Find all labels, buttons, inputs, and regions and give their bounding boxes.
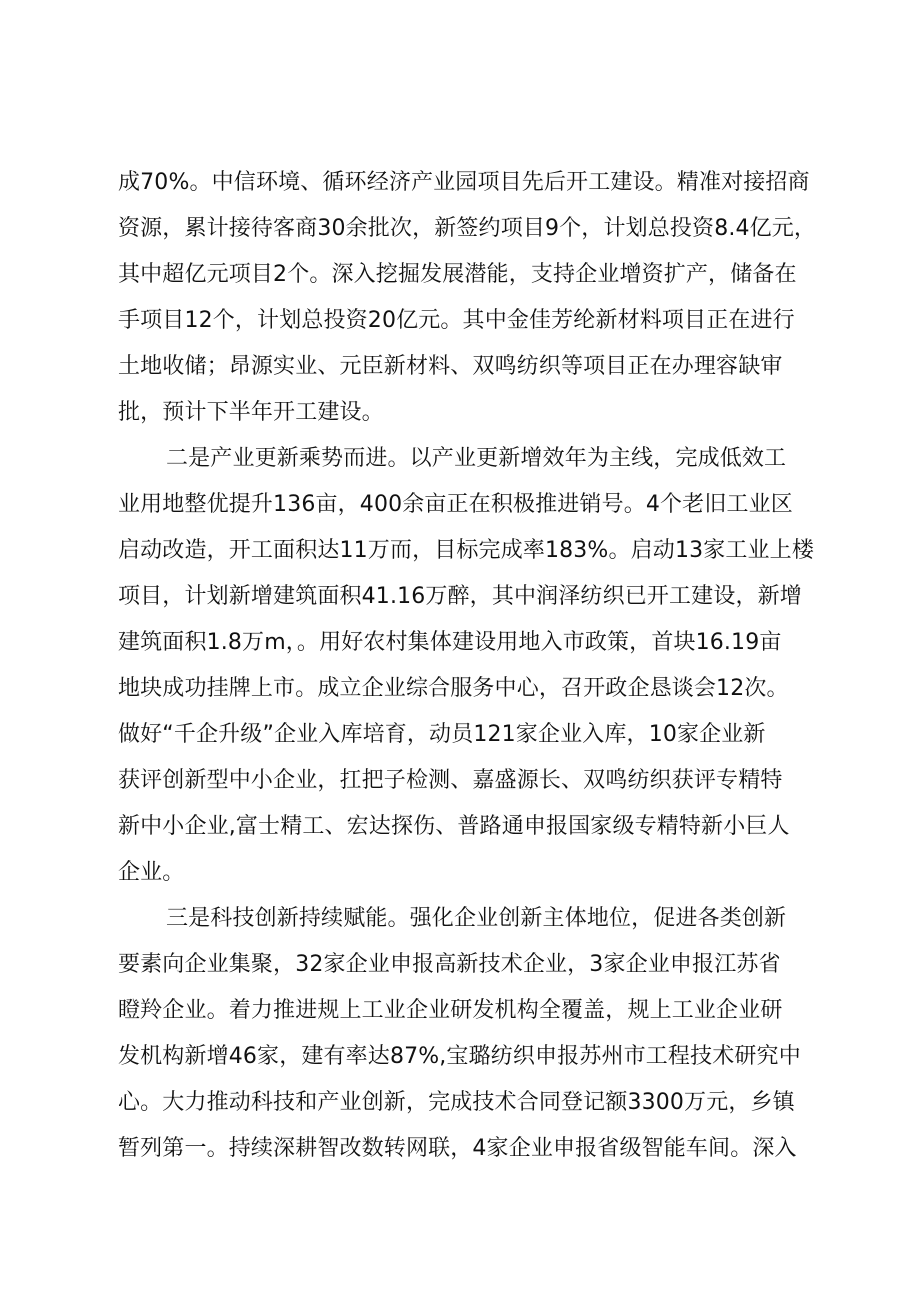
text-line: 手项目12个，计划总投资20亿元。其中金佳芳纶新材料项目正在进行 bbox=[118, 308, 795, 333]
text-line: 新中小企业,富士精工、宏达探伤、普路通申报国家级专精特新小巨人 bbox=[118, 814, 790, 839]
text-line: 其中超亿元项目2个。深入挖掘发展潜能，支持企业增资扩产，储备在 bbox=[118, 262, 797, 287]
text-line: 业用地整优提升136亩，400余亩正在积极推进销号。4个老旧工业区 bbox=[118, 492, 793, 517]
text-line: 二是产业更新乘势而进。以产业更新增效年为主线，完成低效工 bbox=[166, 446, 787, 471]
text-line: 土地收储；昂源实业、元臣新材料、双鸣纺织等项目正在办理容缺审 bbox=[118, 354, 783, 379]
text-line: 建筑面积1.8万m，。用好农村集体建设用地入市政策，首块16.19亩 bbox=[118, 630, 782, 655]
text-line: 成70%。中信环境、循环经济产业园项目先后开工建设。精准对接招商 bbox=[118, 170, 810, 195]
text-line: 要素向企业集聚，32家企业申报高新技术企业，3家企业申报江苏省 bbox=[118, 952, 781, 977]
text-line: 发机构新增46家，建有率达87%,宝璐纺织申报苏州市工程技术研究中 bbox=[118, 1044, 801, 1069]
text-line: 项目，计划新增建筑面积41.16万醉，其中润泽纺织已开工建设，新增 bbox=[118, 584, 802, 609]
text-line: 资源，累计接待客商30余批次，新签约项目9个，计划总投资8.4亿元， bbox=[118, 216, 817, 241]
text-line: 企业。 bbox=[118, 860, 185, 885]
text-line: 启动改造，开工面积达11万而，目标完成率183%。启动13家工业上楼 bbox=[118, 538, 814, 563]
text-line: 心。大力推动科技和产业创新，完成技术合同登记额3300万元，乡镇 bbox=[118, 1090, 795, 1115]
text-line: 获评创新型中小企业，扛把子检测、嘉盛源长、双鸣纺织获评专精特 bbox=[118, 768, 783, 793]
text-line: 瞪羚企业。着力推进规上工业企业研发机构全覆盖，规上工业企业研 bbox=[118, 998, 783, 1023]
text-line: 暂列第一。持续深耕智改数转网联，4家企业申报省级智能车间。深入 bbox=[118, 1136, 797, 1161]
text-line: 做好“千企升级”企业入库培育，动员121家企业入库，10家企业新 bbox=[118, 722, 766, 747]
text-line: 地块成功挂牌上市。成立企业综合服务中心，召开政企恳谈会12次。 bbox=[118, 676, 789, 701]
body-text bbox=[118, 160, 818, 1172]
text-line: 批，预计下半年开工建设。 bbox=[118, 400, 384, 425]
text-line: 三是科技创新持续赋能。强化企业创新主体地位，促进各类创新 bbox=[166, 906, 787, 931]
